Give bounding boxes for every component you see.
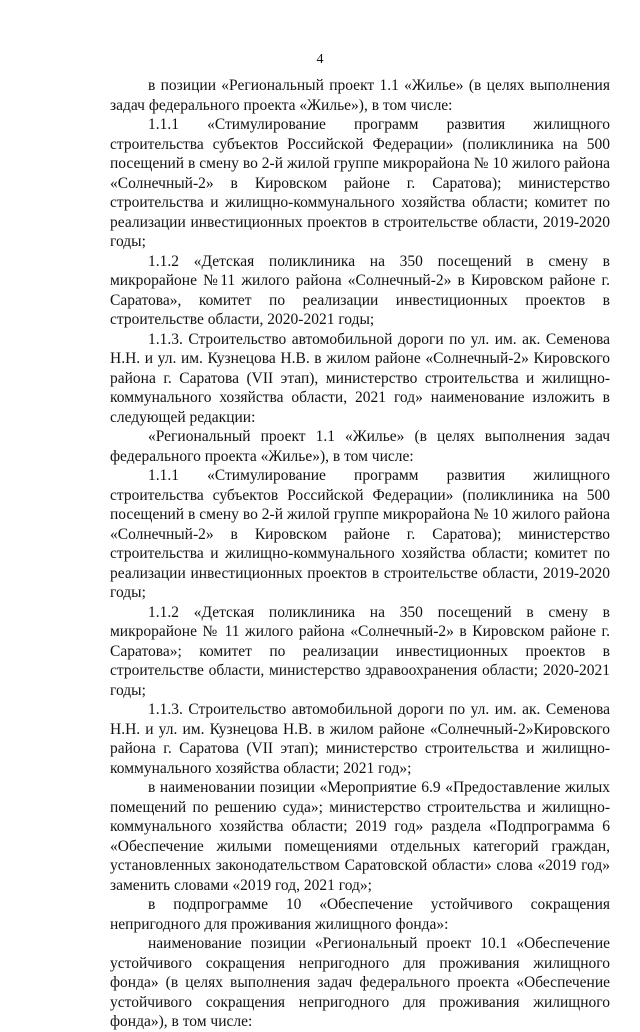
paragraph: 1.1.2 «Детская поликлиника на 350 посещений в смену в микрорайоне № 11 жилого района «Солнечный-2» в Кировском районе г. Саратова»; комитет по реализации инвестиционных проектов в строительстве области, министерство здравоохранения области; 2020-2021 годы; bbox=[110, 603, 610, 699]
paragraph: 1.1.2 «Детская поликлиника на 350 посещений в смену в микрорайоне №11 жилого района «Солнечный-2» в Кировском районе г. Саратова», комитет по реализации инвестиционных проектов в строительстве области, 2020-2021 годы; bbox=[110, 252, 610, 328]
paragraph: в подпрограмме 10 «Обеспечение устойчивого сокращения непригодного для проживания жилищного фонда»: bbox=[110, 896, 610, 933]
document-body bbox=[110, 76, 610, 1032]
page-number: 4 bbox=[316, 52, 324, 67]
paragraph: в позиции «Региональный проект 1.1 «Жилье» (в целях выполнения задач федерального проекта «Жилье»), в том числе: bbox=[110, 77, 610, 114]
paragraph: наименование позиции «Региональный проект 10.1 «Обеспечение устойчивого сокращения непригодного для проживания жилищного фонда» (в целях выполнения задач федерального проекта «Обеспечение устойчивого сокращения непригодного для проживания жилищного фонда»), в том числе: bbox=[110, 935, 610, 1030]
paragraph: 1.1.3. Строительство автомобильной дороги по ул. им. ак. Семенова Н.Н. и ул. им. Кузнецова Н.В. в жилом районе «Солнечный-2»Кировского района г. Саратова (VII этап); министерство строительства и жилищно-коммунального хозяйства области; 2021 год»; bbox=[110, 701, 610, 777]
paragraph: «Региональный проект 1.1 «Жилье» (в целях выполнения задач федерального проекта «Жилье»), в том числе: bbox=[110, 428, 610, 465]
paragraph: 1.1.1 «Стимулирование программ развития жилищного строительства субъектов Российской Федерации» (поликлиника на 500 посещений в смену во 2-й жилой группе микрорайона № 10 жилого района «Солнечный-2» в Кировском районе г. Саратова); министерство строительства и жилищно-коммунального хозяйства области; комитет по реализации инвестиционных проектов в строительстве области, 2019-2020 годы; bbox=[110, 116, 610, 250]
paragraph: 1.1.1 «Стимулирование программ развития жилищного строительства субъектов Российской Федерации» (поликлиника на 500 посещений в смену во 2-й жилой группе микрорайона № 10 жилого района «Солнечный-2» в Кировском районе г. Саратова); министерство строительства и жилищно-коммунального хозяйства области; комитет по реализации инвестиционных проектов в строительстве области, 2019-2020 годы; bbox=[110, 467, 610, 601]
paragraph: в наименовании позиции «Мероприятие 6.9 «Предоставление жилых помещений по решению суда»; министерство строительства и жилищно-коммунального хозяйства области; 2019 год» раздела «Подпрограмма 6 «Обеспечение жилыми помещениями отдельных категорий граждан, установленных законодательством Саратовской области» слова «2019 год» заменить словами «2019 год, 2021 год»; bbox=[110, 779, 610, 894]
paragraph: 1.1.3. Строительство автомобильной дороги по ул. им. ак. Семенова Н.Н. и ул. им. Кузнецова Н.В. в жилом районе «Солнечный-2» Кировского района г. Саратова (VII этап), министерство строительства и жилищно-коммунального хозяйства области, 2021 год» наименование изложить в следующей редакции: bbox=[110, 330, 610, 426]
